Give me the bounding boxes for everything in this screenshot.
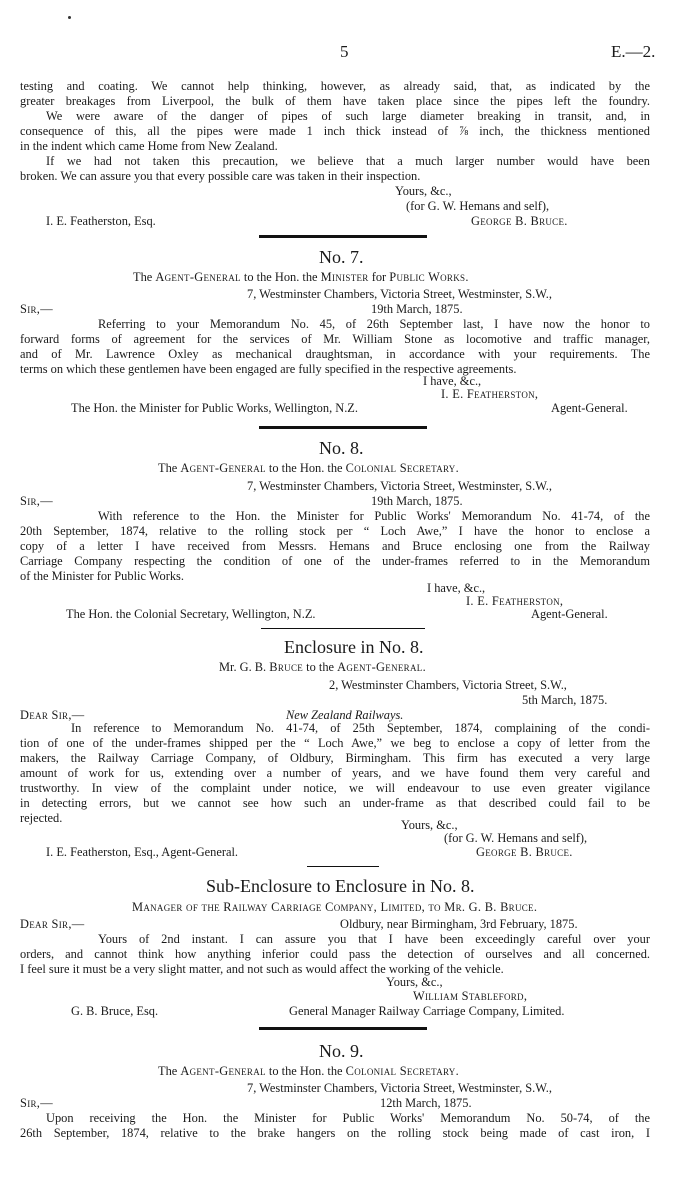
scan-speck — [68, 16, 71, 19]
paragraph-line: in the indent which came Home from New Zealand. — [20, 139, 278, 153]
paragraph-line: terms on which these gentlemen have been engaged are fully specified in the respective agreements. — [20, 362, 517, 376]
document-reference: E.—2. — [611, 42, 656, 61]
paragraph-line: In reference to Memorandum No. 41-74, of 25th September, 1874, complaining of the condi- — [71, 721, 650, 735]
paragraph-line: Upon receiving the Hon. the Minister for Public Works' Memorandum No. 50-74, of the — [46, 1111, 650, 1125]
paragraph-line: broken. We can assure you that every possible care was taken in their inspection. — [20, 169, 421, 183]
section-subtitle: The Agent-General to the Hon. the Minister for Public Works. — [133, 270, 469, 284]
addressee: G. B. Bruce, Esq. — [71, 1004, 159, 1018]
paragraph-line: testing and coating. We cannot help thinking, however, as already said, that, as indicated by the — [20, 79, 650, 93]
sender-address: 2, Westminster Chambers, Victoria Street, S.W., — [329, 678, 567, 692]
letter-date: 19th March, 1875. — [371, 494, 463, 508]
paragraph-line: I feel sure it must be a very slight matter, and not such as would affect the working of the vehicle. — [20, 962, 504, 976]
paragraph-line: 26th September, 1874, relative to the brake hangers on the rolling stock being made of cast iron, I — [20, 1126, 650, 1140]
paragraph-line: consequence of this, all the pipes were made 1 inch thick instead of ⅞ inch, the thickness mentioned — [20, 124, 650, 138]
section-divider — [307, 866, 379, 867]
closing: Yours, &c., — [386, 975, 443, 989]
closing: I have, &c., — [423, 374, 482, 388]
letter-date: 5th March, 1875. — [522, 693, 608, 707]
paragraph-line: amount of work for us, extending over a number of years, and we have found them very careful and — [20, 766, 650, 780]
section-title: No. 7. — [319, 247, 364, 267]
section-divider — [259, 426, 427, 429]
addressee: The Hon. the Minister for Public Works, Wellington, N.Z. — [71, 401, 358, 415]
addressee: I. E. Featherston, Esq., Agent-General. — [46, 845, 238, 859]
subject-line: New Zealand Railways. — [286, 708, 404, 722]
salutation: Dear Sir,— — [20, 917, 85, 931]
paragraph-line: orders, and cannot think how anything inferior could pass the detection of ourselves and all concerned. — [20, 947, 650, 961]
closing: Yours, &c., — [395, 184, 452, 198]
paragraph-line: in detecting errors, but we cannot see how such an under-frame as that described could fail to be — [20, 796, 650, 810]
signature: George B. Bruce. — [471, 214, 568, 228]
salutation: Sir,— — [20, 494, 53, 508]
place-and-date: Oldbury, near Birmingham, 3rd February, 1875. — [340, 917, 578, 931]
paragraph-line: tion of one of the under-frames shipped per the “ Loch Awe,” we beg to enclose a copy of letter from the — [20, 736, 650, 750]
signature: George B. Bruce. — [476, 845, 573, 859]
letter-date: 19th March, 1875. — [371, 302, 463, 316]
section-title: No. 8. — [319, 438, 364, 458]
salutation: Sir,— — [20, 302, 53, 316]
paragraph-line: rejected. — [20, 811, 63, 825]
signature-title: Agent-General. — [531, 607, 608, 621]
section-title: Sub-Enclosure to Enclosure in No. 8. — [206, 876, 475, 896]
signature-title: Agent-General. — [551, 401, 628, 415]
paragraph-line: 20th September, 1874, relative to the rolling stock per “ Loch Awe,” I have the honor to enclose a — [20, 524, 650, 538]
paragraph-line: With reference to the Hon. the Minister for Public Works' Memorandum No. 41-74, of the — [98, 509, 650, 523]
section-title: No. 9. — [319, 1041, 364, 1061]
addressee: I. E. Featherston, Esq. — [46, 214, 156, 228]
paragraph-line: forward forms of agreement for the services of Mr. William Stone as locomotive and traffic manager, — [20, 332, 650, 346]
paragraph-line: copy of a letter I have received from Messrs. Hemans and Bruce enclosing one from the Railway — [20, 539, 650, 553]
section-subtitle: The Agent-General to the Hon. the Colonial Secretary. — [158, 461, 459, 475]
paragraph-line: of the Minister for Public Works. — [20, 569, 184, 583]
paragraph-line: and of Mr. Lawrence Oxley as mechanical draughtsman, in accordance with your requirements. The — [20, 347, 650, 361]
paragraph-line: makers, the Railway Carriage Company, of Oldbury, Birmingham. This firm has executed a very large — [20, 751, 650, 765]
salutation: Sir,— — [20, 1096, 53, 1110]
for-line: (for G. W. Hemans and self), — [444, 831, 588, 845]
paragraph-line: Yours of 2nd instant. I can assure you that I have been exceedingly careful over your — [98, 932, 650, 946]
signature: I. E. Featherston, — [441, 387, 539, 401]
section-title: Enclosure in No. 8. — [284, 637, 424, 657]
section-divider — [259, 235, 427, 238]
paragraph-line: Referring to your Memorandum No. 45, of 26th September last, I have now the honor to — [98, 317, 650, 331]
salutation: Dear Sir,— — [20, 708, 85, 722]
paragraph-line: greater breakages from Liverpool, the bulk of them have taken place since the pipes left the foundry. — [20, 94, 650, 108]
page-number: 5 — [340, 42, 349, 61]
sender-address: 7, Westminster Chambers, Victoria Street, Westminster, S.W., — [247, 479, 553, 493]
letter-date: 12th March, 1875. — [380, 1096, 472, 1110]
sender-address: 7, Westminster Chambers, Victoria Street, Westminster, S.W., — [247, 1081, 553, 1095]
section-subtitle: Mr. G. B. Bruce to the Agent-General. — [219, 660, 426, 674]
sender-address: 7, Westminster Chambers, Victoria Street, Westminster, S.W., — [247, 287, 553, 301]
signature: William Stableford, — [413, 989, 528, 1003]
addressee: The Hon. the Colonial Secretary, Wellington, N.Z. — [66, 607, 316, 621]
section-subtitle: Manager of the Railway Carriage Company, Limited, to Mr. G. B. Bruce. — [132, 900, 538, 914]
paragraph-line: If we had not taken this precaution, we believe that a much larger number would have been — [46, 154, 650, 168]
section-divider — [261, 628, 425, 629]
closing: I have, &c., — [427, 581, 486, 595]
section-subtitle: The Agent-General to the Hon. the Colonial Secretary. — [158, 1064, 459, 1078]
paragraph-line: Carriage Company respecting the condition of one of the under-frames referred to in the Memorandum — [20, 554, 650, 568]
section-divider — [259, 1027, 427, 1030]
paragraph-line: trustworthy. In view of the complaint under notice, we will endeavour to use even greater vigilance — [20, 781, 650, 795]
paragraph-line: We were aware of the danger of pipes of such large diameter breaking in transit, and, in — [46, 109, 650, 123]
for-line: (for G. W. Hemans and self), — [406, 199, 550, 213]
closing: Yours, &c., — [401, 818, 458, 832]
signature-title: General Manager Railway Carriage Company, Limited. — [289, 1004, 565, 1018]
signature: I. E. Featherston, — [466, 594, 564, 608]
